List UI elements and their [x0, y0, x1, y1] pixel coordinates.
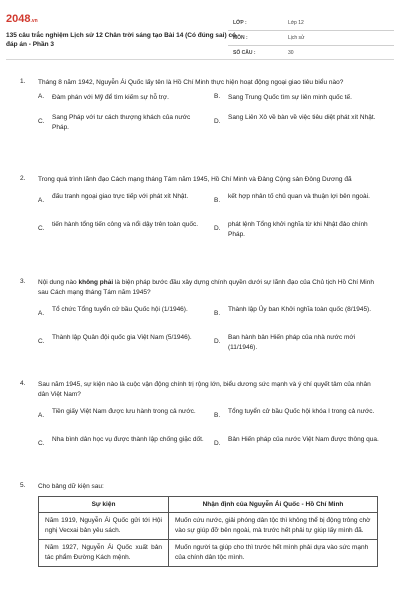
- option-letter: A.: [38, 197, 45, 204]
- option-text: Ban hành bản Hiến pháp của nhà nước mới (11/1946).: [228, 334, 356, 351]
- option-text: Bản Hiến pháp của nước Việt Nam được thông qua.: [228, 436, 379, 443]
- option-c[interactable]: [38, 113, 208, 133]
- option-letter: B.: [214, 310, 221, 317]
- options: [38, 93, 380, 145]
- question-text: Sau năm 1945, sự kiện nào là cuộc vận động chính trị rộng lớn, biểu dương sức mạnh và ý chí quyết tâm của nhân dân Việt Nam?: [38, 381, 371, 398]
- option-letter: C.: [38, 225, 45, 232]
- meta-label: MÔN :: [233, 35, 248, 41]
- option-d[interactable]: [214, 333, 384, 353]
- event-table: [38, 496, 378, 567]
- meta-row-count: [228, 46, 394, 61]
- question-number: 2.: [20, 175, 26, 182]
- option-b[interactable]: [214, 305, 384, 315]
- option-text: Nha bình dân học vụ được thành lập chống giặc dốt.: [52, 436, 204, 443]
- meta-value: 30: [288, 50, 294, 56]
- option-d[interactable]: [214, 113, 384, 123]
- question-number: 3.: [20, 278, 26, 285]
- options: [38, 303, 380, 363]
- question-number: 4.: [20, 380, 26, 387]
- option-text: đấu tranh ngoại giao trực tiếp với phát xít Nhật.: [52, 193, 189, 200]
- meta-value: Lớp 12: [288, 20, 304, 26]
- option-c[interactable]: [38, 333, 208, 343]
- option-c[interactable]: [38, 220, 208, 230]
- table-header-event: Sự kiện: [39, 497, 169, 513]
- meta-label: SỐ CÂU :: [233, 50, 256, 56]
- option-text: Sang Pháp với tư cách thượng khách của nước Pháp.: [52, 114, 191, 131]
- option-text: Tổng tuyển cử bầu Quốc hội khóa I trong cả nước.: [228, 408, 375, 415]
- option-text: Đàm phán với Mỹ để tìm kiếm sự hỗ trợ.: [52, 94, 169, 101]
- option-letter: A.: [38, 412, 45, 419]
- option-a[interactable]: [38, 407, 208, 417]
- question-number: 5.: [20, 482, 26, 489]
- option-letter: D.: [214, 118, 221, 125]
- logo-tld: .vn: [30, 18, 38, 24]
- question-2: [20, 175, 380, 250]
- option-text: kết hợp nhân tố chủ quan và thuận lợi bên ngoài.: [228, 193, 370, 200]
- option-letter: C.: [38, 440, 45, 447]
- option-letter: A.: [38, 93, 45, 100]
- question-1: [20, 78, 380, 145]
- option-a[interactable]: [38, 305, 208, 315]
- option-text: Thành lập Ủy ban Khởi nghĩa toàn quốc (8/1945).: [228, 306, 372, 313]
- question-text-part: là biện pháp bước đầu xây dựng chính quyền dưới sự lãnh đạo của Chủ tịch Hồ Chí Minh sau Cách mạng tháng Tám năm 1945?: [38, 279, 374, 296]
- option-letter: A.: [38, 310, 45, 317]
- table-cell: Năm 1927, Nguyễn Ái Quốc xuất bản tác phẩm Đường Kách mệnh.: [39, 540, 169, 567]
- options: [38, 405, 380, 465]
- option-letter: B.: [214, 197, 221, 204]
- question-text-emphasis: không phải: [78, 279, 114, 286]
- option-letter: B.: [214, 93, 221, 100]
- meta-value: Lịch sử: [288, 35, 305, 41]
- option-text: Sang Liên Xô về bàn về việc tiêu diệt phát xít Nhật.: [228, 114, 376, 121]
- option-letter: C.: [38, 338, 45, 345]
- table-row: [39, 540, 378, 567]
- table-cell: Muốn cứu nước, giải phóng dân tộc thì không thể bị động trông chờ vào sự giúp đỡ bên ngoài, mà trước hết phải tự giúp lấy mình đã.: [169, 513, 378, 540]
- document-header: [6, 6, 394, 60]
- table-row: [39, 513, 378, 540]
- question-4: [20, 380, 380, 465]
- table-cell: Năm 1919, Nguyễn Ái Quốc gửi tới Hội nghị Vecxai bản yêu sách.: [39, 513, 169, 540]
- option-letter: C.: [38, 118, 45, 125]
- option-text: phát lệnh Tổng khởi nghĩa từ khi Nhật đảo chính Pháp.: [228, 221, 368, 238]
- option-letter: D.: [214, 338, 221, 345]
- site-logo[interactable]: [6, 13, 38, 25]
- option-text: tiến hành tổng tiến công và nổi dậy trên toàn quốc.: [52, 221, 198, 228]
- question-text: [38, 278, 380, 298]
- logo-text: 2048: [6, 13, 31, 25]
- option-b[interactable]: [214, 93, 384, 103]
- meta-row-class: [228, 16, 394, 31]
- option-letter: D.: [214, 225, 221, 232]
- question-text: Tháng 8 năm 1942, Nguyễn Ái Quốc lấy tên là Hồ Chí Minh thực hiện hoạt động ngoại giao tiêu biểu nào?: [38, 79, 344, 86]
- option-letter: D.: [214, 440, 221, 447]
- option-text: Thành lập Quân đội quốc gia Việt Nam (5/1946).: [52, 334, 192, 341]
- table-cell: Muốn người ta giúp cho thì trước hết mình phải dựa vào sức mạnh của chính dân tộc mình.: [169, 540, 378, 567]
- option-a[interactable]: [38, 93, 208, 103]
- question-5: [20, 482, 380, 492]
- question-text: Trong quá trình lãnh đạo Cách mạng tháng Tám năm 1945, Hồ Chí Minh và Đảng Cộng sản Đông Dương đã: [38, 176, 352, 183]
- option-c[interactable]: [38, 435, 208, 445]
- option-a[interactable]: [38, 192, 208, 202]
- meta-label: LỚP :: [233, 20, 247, 26]
- table-header-assessment: Nhận định của Nguyễn Ái Quốc - Hồ Chí Minh: [169, 497, 378, 513]
- question-number: 1.: [20, 78, 26, 85]
- option-text: Tổ chức Tổng tuyển cử bầu Quốc hội (1/1946).: [52, 306, 188, 313]
- meta-info-box: [228, 16, 394, 61]
- question-3: [20, 278, 380, 363]
- option-d[interactable]: [214, 220, 384, 240]
- question-text: Cho bảng dữ kiện sau:: [38, 483, 104, 490]
- options: [38, 190, 380, 250]
- meta-row-subject: [228, 31, 394, 46]
- option-d[interactable]: [214, 435, 384, 445]
- document-title: 135 câu trắc nghiệm Lịch sử 12 Chân trời sáng tạo Bài 14 (Có đúng sai) có đáp án - Phần 3: [6, 32, 237, 48]
- option-b[interactable]: [214, 407, 384, 417]
- option-b[interactable]: [214, 192, 384, 202]
- table-header-row: [39, 497, 378, 513]
- question-text-part: Nội dung nào: [38, 279, 79, 286]
- option-letter: B.: [214, 412, 221, 419]
- option-text: Sang Trung Quốc tìm sự liên minh quốc tế.: [228, 94, 352, 101]
- option-text: Tiền giấy Việt Nam được lưu hành trong cả nước.: [52, 408, 196, 415]
